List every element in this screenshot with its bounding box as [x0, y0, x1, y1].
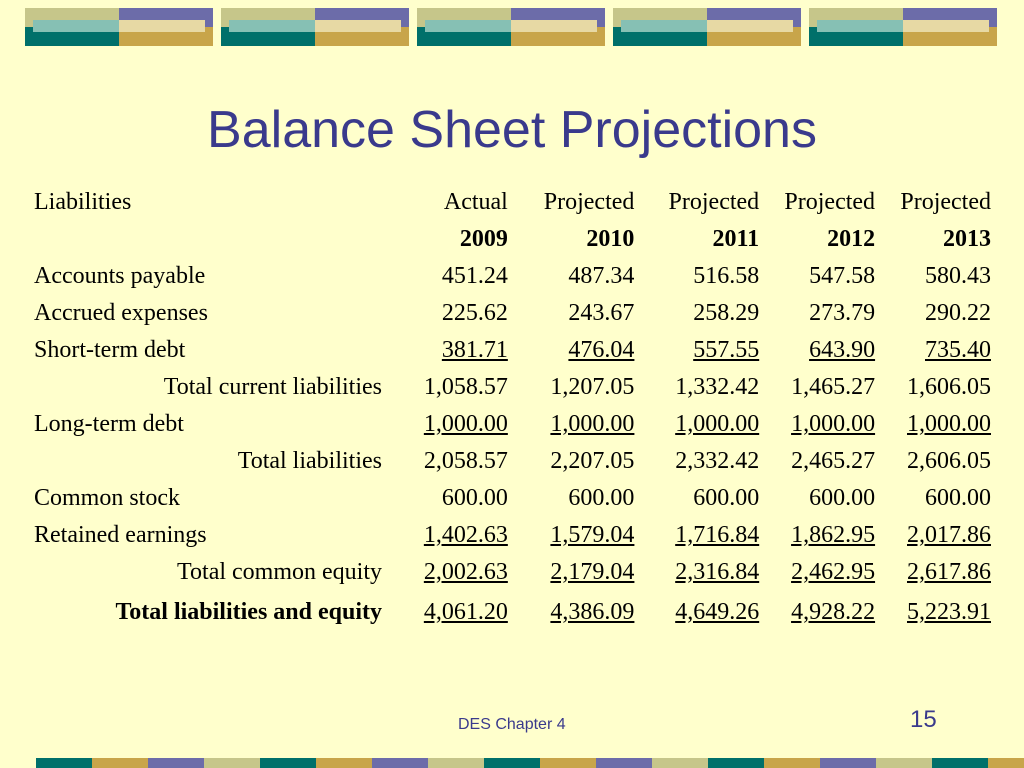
- table-row: [30, 406, 995, 443]
- column-header-liabilities: Liabilities: [34, 189, 132, 215]
- row-value-text: 600.00: [809, 485, 876, 511]
- row-value: [638, 443, 763, 480]
- row-value-text: 1,000.00: [550, 411, 635, 437]
- row-value: [879, 295, 995, 332]
- row-value: [386, 517, 512, 554]
- row-value: [512, 443, 639, 480]
- row-value-text: 516.58: [693, 263, 760, 289]
- row-value-text: 2,179.04: [550, 559, 635, 585]
- row-value-text: 1,332.42: [675, 374, 760, 400]
- row-value: [386, 443, 512, 480]
- row-value-text: 547.58: [809, 263, 876, 289]
- column-header: Projected: [543, 189, 635, 215]
- row-value: [638, 369, 763, 406]
- row-value: [879, 480, 995, 517]
- row-value-text: 290.22: [925, 300, 991, 326]
- row-value: [879, 369, 995, 406]
- row-value: [879, 258, 995, 295]
- row-value-text: 1,579.04: [550, 522, 635, 548]
- row-label: Short-term debt: [34, 337, 186, 363]
- row-value-text: 258.29: [693, 300, 760, 326]
- row-value: [386, 295, 512, 332]
- row-value-text: 273.79: [809, 300, 876, 326]
- row-value: [763, 369, 879, 406]
- balance-sheet-table: [30, 184, 995, 634]
- decoration-block: [25, 8, 213, 46]
- column-header: Actual: [443, 189, 508, 215]
- table-row: [30, 480, 995, 517]
- row-value-text: 381.71: [441, 337, 508, 363]
- row-value-text: 600.00: [568, 485, 635, 511]
- table-header-row: [30, 184, 995, 221]
- row-value: [638, 480, 763, 517]
- row-value-text: 2,332.42: [675, 448, 760, 474]
- year-header: 2011: [712, 226, 760, 252]
- row-value-text: 1,716.84: [675, 522, 760, 548]
- row-value: [763, 332, 879, 369]
- row-label: Common stock: [34, 485, 181, 511]
- row-value-text: 1,606.05: [907, 374, 991, 400]
- table-row: [30, 591, 995, 634]
- row-value-text: 600.00: [693, 485, 760, 511]
- row-value: [763, 517, 879, 554]
- row-value: [879, 554, 995, 591]
- row-value-text: 2,017.86: [907, 522, 991, 548]
- table-row: [30, 369, 995, 406]
- row-value: [638, 406, 763, 443]
- row-value-text: 4,061.20: [423, 599, 508, 625]
- row-value-text: 600.00: [441, 485, 508, 511]
- footer-chapter: DES Chapter 4: [458, 716, 566, 733]
- row-value-text: 5,223.91: [907, 599, 991, 625]
- slide-title: Balance Sheet Projections: [207, 101, 817, 159]
- row-value-text: 2,207.05: [550, 448, 635, 474]
- row-value: [386, 480, 512, 517]
- row-label: Total common equity: [177, 559, 382, 585]
- row-label: Accounts payable: [34, 263, 206, 289]
- row-value-text: 1,207.05: [550, 374, 635, 400]
- footer-decoration: [0, 758, 1024, 768]
- page-number: 15: [910, 706, 937, 733]
- row-value-text: 1,862.95: [791, 522, 876, 548]
- column-header: Projected: [668, 189, 760, 215]
- row-value: [638, 517, 763, 554]
- row-value: [763, 480, 879, 517]
- row-value: [638, 332, 763, 369]
- row-value: [512, 480, 639, 517]
- row-value: [879, 443, 995, 480]
- row-value: [512, 332, 639, 369]
- row-value-text: 2,617.86: [907, 559, 991, 585]
- row-value-text: 735.40: [925, 337, 991, 363]
- row-value-text: 243.67: [568, 300, 635, 326]
- year-header: 2012: [827, 226, 876, 252]
- header-decoration: [25, 8, 1000, 46]
- year-header: 2009: [459, 226, 508, 252]
- column-header: Projected: [784, 189, 876, 215]
- row-value-text: 225.62: [441, 300, 508, 326]
- row-label: Accrued expenses: [34, 300, 208, 326]
- table-row: [30, 554, 995, 591]
- year-header: 2010: [586, 226, 635, 252]
- decoration-block: [613, 8, 801, 46]
- row-label: Long-term debt: [34, 411, 184, 437]
- row-value: [512, 406, 639, 443]
- row-value-text: 476.04: [568, 337, 635, 363]
- table-row: [30, 295, 995, 332]
- row-value: [763, 554, 879, 591]
- row-value: [386, 554, 512, 591]
- row-value-text: 1,465.27: [791, 374, 876, 400]
- row-value-text: 2,316.84: [675, 559, 760, 585]
- year-header: 2013: [943, 226, 991, 252]
- row-value-text: 580.43: [925, 263, 991, 289]
- table-years-row: [30, 221, 995, 258]
- row-value-text: 4,649.26: [675, 599, 760, 625]
- row-value-text: 2,462.95: [791, 559, 876, 585]
- row-label: Total liabilities and equity: [115, 599, 382, 625]
- table-row: [30, 258, 995, 295]
- table-row: [30, 443, 995, 480]
- row-label: Retained earnings: [34, 522, 207, 548]
- row-value: [386, 591, 512, 634]
- row-value: [512, 369, 639, 406]
- column-header: Projected: [900, 189, 991, 215]
- row-value-text: 1,000.00: [791, 411, 876, 437]
- row-value-text: 4,386.09: [550, 599, 635, 625]
- row-value: [763, 406, 879, 443]
- row-value-text: 600.00: [925, 485, 991, 511]
- decoration-block: [417, 8, 605, 46]
- row-value-text: 2,465.27: [791, 448, 876, 474]
- table-row: [30, 332, 995, 369]
- table-row: [30, 517, 995, 554]
- row-value-text: 4,928.22: [791, 599, 876, 625]
- row-value: [763, 258, 879, 295]
- row-value-text: 1,000.00: [423, 411, 508, 437]
- row-value: [763, 591, 879, 634]
- row-value: [386, 332, 512, 369]
- row-value: [512, 554, 639, 591]
- row-value: [386, 369, 512, 406]
- row-value-text: 1,402.63: [423, 522, 508, 548]
- row-value: [879, 591, 995, 634]
- decoration-block: [809, 8, 997, 46]
- row-value: [512, 517, 639, 554]
- row-value-text: 1,000.00: [907, 411, 991, 437]
- row-value-text: 2,606.05: [907, 448, 991, 474]
- row-value-text: 2,058.57: [423, 448, 508, 474]
- row-value: [763, 443, 879, 480]
- row-value-text: 557.55: [693, 337, 760, 363]
- row-value-text: 1,058.57: [423, 374, 508, 400]
- row-label: Total current liabilities: [163, 374, 382, 400]
- row-value-text: 487.34: [568, 263, 635, 289]
- row-value: [879, 517, 995, 554]
- row-value: [879, 332, 995, 369]
- row-value: [638, 554, 763, 591]
- row-value: [638, 295, 763, 332]
- row-value: [638, 258, 763, 295]
- row-value: [763, 295, 879, 332]
- row-value: [386, 258, 512, 295]
- row-label: Total liabilities: [237, 448, 382, 474]
- row-value: [512, 258, 639, 295]
- decoration-block: [221, 8, 409, 46]
- row-value-text: 643.90: [809, 337, 876, 363]
- row-value: [386, 406, 512, 443]
- row-value-text: 1,000.00: [675, 411, 760, 437]
- row-value: [638, 591, 763, 634]
- row-value: [512, 591, 639, 634]
- row-value-text: 451.24: [441, 263, 508, 289]
- row-value: [512, 295, 639, 332]
- year-header-blank: [30, 221, 386, 258]
- row-value: [879, 406, 995, 443]
- row-value-text: 2,002.63: [423, 559, 508, 585]
